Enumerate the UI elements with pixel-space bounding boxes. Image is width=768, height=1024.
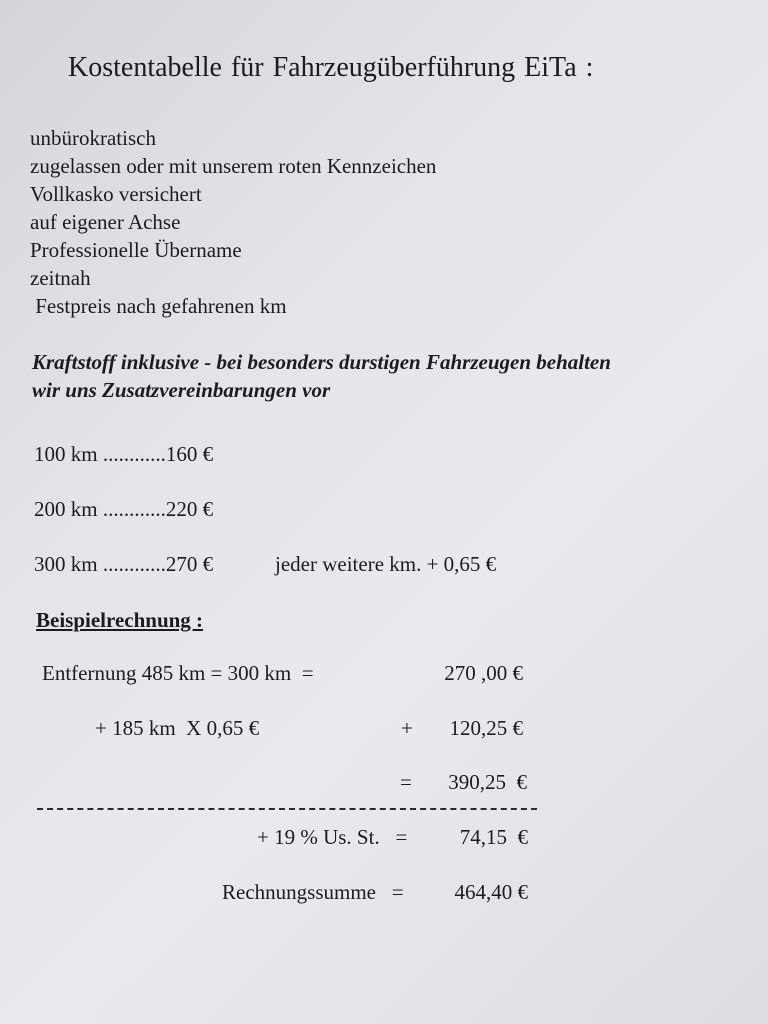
example-subtotal: 390,25 € <box>448 770 527 794</box>
document-title: Kostentabelle für Fahrzeugüberführung EiTa : <box>68 52 594 83</box>
feature-zeitnah: zeitnah <box>30 266 91 290</box>
feature-festpreis: Festpreis nach gefahrenen km <box>30 294 287 318</box>
fuel-note-line-2: wir uns Zusatzvereinbarungen vor <box>32 378 331 402</box>
example-distance-label: Entfernung 485 km = 300 km = <box>42 661 314 685</box>
feature-uebernahme: Professionelle Übername <box>30 238 242 262</box>
feature-vollkasko: Vollkasko versichert <box>30 182 202 206</box>
example-equals-sign: = <box>400 770 412 794</box>
feature-eigene-achse: auf eigener Achse <box>30 210 181 234</box>
example-plus-sign: + <box>401 716 413 740</box>
feature-kennzeichen: zugelassen oder mit unserem roten Kennzeichen <box>30 154 437 178</box>
example-extra-km-label: + 185 km X 0,65 € <box>95 716 260 740</box>
fuel-note-line-1: Kraftstoff inklusive - bei besonders durstigen Fahrzeugen behalten <box>32 350 611 374</box>
dashed-separator <box>37 808 537 810</box>
example-total-amount: 464,40 € <box>454 880 528 904</box>
example-vat-label: + 19 % Us. St. = <box>257 825 408 849</box>
example-base-price: 270 ,00 € <box>444 661 523 685</box>
example-heading: Beispielrechnung : <box>36 608 204 632</box>
example-total-label: Rechnungssumme = <box>222 880 404 904</box>
example-vat-amount: 74,15 € <box>459 825 528 849</box>
price-per-extra-km: jeder weitere km. + 0,65 € <box>275 552 497 576</box>
example-extra-km-price: 120,25 € <box>449 716 523 740</box>
price-300km: 300 km ............270 € <box>34 552 214 576</box>
feature-unbuerokratisch: unbürokratisch <box>30 126 156 150</box>
price-200km: 200 km ............220 € <box>34 497 214 521</box>
price-100km: 100 km ............160 € <box>34 442 214 466</box>
